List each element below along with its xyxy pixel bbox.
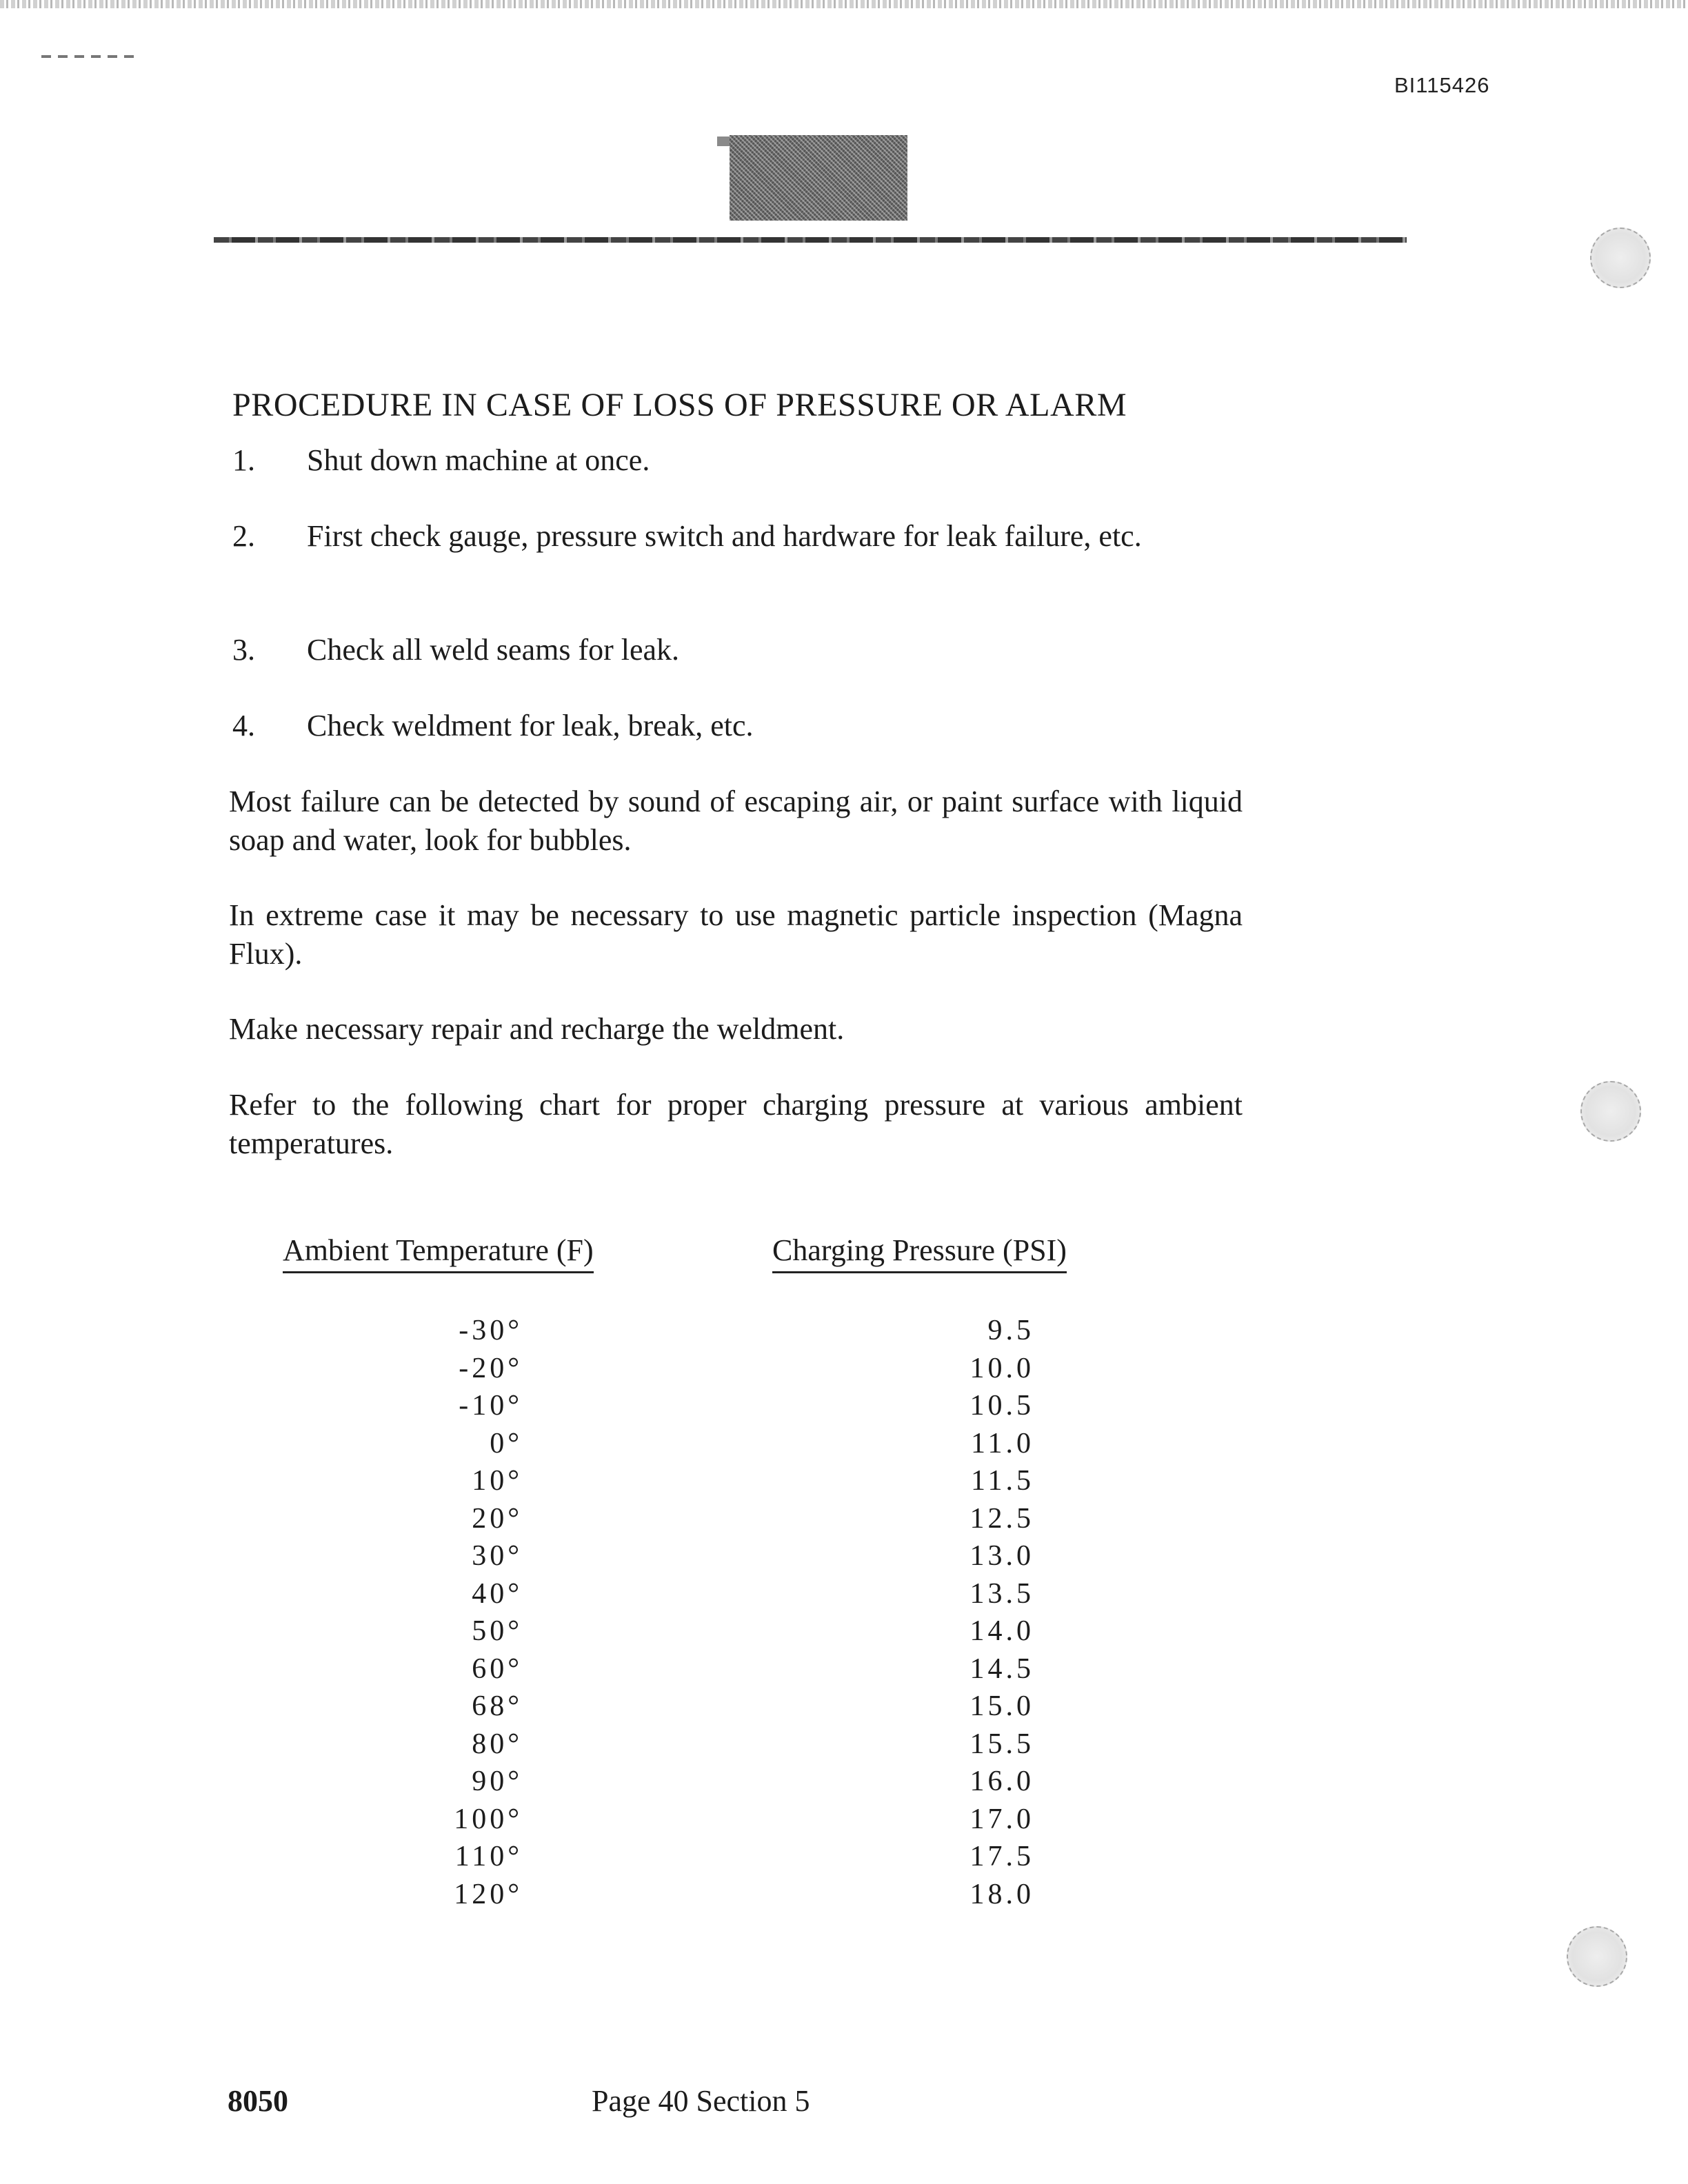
scan-edge-strip (0, 0, 1688, 8)
table-cell-temperature: -10° (459, 1390, 523, 1422)
table-cell-pressure: 11.0 (971, 1428, 1034, 1459)
table-cell-temperature: 20° (472, 1503, 523, 1535)
table-cell-temperature: 110° (454, 1841, 523, 1872)
step-text: Shut down machine at once. (307, 443, 650, 477)
table-cell-pressure: 9.5 (987, 1315, 1034, 1346)
column-header-pressure: Charging Pressure (PSI) (772, 1231, 1067, 1273)
table-cell-pressure: 15.0 (969, 1690, 1034, 1722)
table-cell-pressure: 13.0 (969, 1540, 1034, 1572)
table-cell-temperature: 90° (472, 1766, 523, 1797)
table-cell-temperature: 68° (472, 1690, 523, 1722)
table-cell-pressure: 17.0 (969, 1803, 1034, 1835)
table-cell-temperature: 30° (472, 1540, 523, 1572)
step-number: 2. (232, 519, 255, 553)
table-cell-pressure: 16.0 (969, 1766, 1034, 1797)
paragraph-chart-reference: Refer to the following chart for proper charging pressure at various ambient temperatures. (229, 1088, 1243, 1160)
punch-hole-top (1590, 228, 1651, 288)
table-cell-pressure: 14.0 (969, 1615, 1034, 1647)
table-cell-pressure: 10.0 (969, 1353, 1034, 1384)
table-cell-temperature: 0° (490, 1428, 523, 1459)
table-cell-temperature: 100° (454, 1803, 523, 1835)
table-cell-temperature: 120° (454, 1879, 523, 1910)
step-number: 4. (232, 709, 255, 742)
paragraph-repair: Make necessary repair and recharge the weldment. (229, 1012, 845, 1046)
table-cell-pressure: 17.5 (969, 1841, 1034, 1872)
corner-mark (41, 55, 138, 58)
table-cell-pressure: 13.5 (969, 1578, 1034, 1610)
table-cell-pressure: 14.5 (969, 1653, 1034, 1685)
table-cell-temperature: -20° (459, 1353, 523, 1384)
company-logo (730, 135, 907, 221)
punch-hole-bottom (1567, 1926, 1627, 1987)
footer-model-number: 8050 (228, 2084, 288, 2118)
table-cell-pressure: 10.5 (969, 1390, 1034, 1422)
table-cell-pressure: 15.5 (969, 1728, 1034, 1760)
paragraph-magnaflux: In extreme case it may be necessary to use magnetic particle inspection (Magna Flux). (229, 898, 1243, 971)
table-cell-pressure: 12.5 (969, 1503, 1034, 1535)
header-rule (214, 237, 1407, 243)
paragraph-detection: Most failure can be detected by sound of escaping air, or paint surface with liquid soap and water, look for bubbles. (229, 785, 1243, 857)
step-number: 3. (232, 633, 255, 667)
table-cell-temperature: 10° (472, 1465, 523, 1497)
step-text: First check gauge, pressure switch and hardware for leak failure, etc. (307, 519, 1142, 553)
page-heading: PROCEDURE IN CASE OF LOSS OF PRESSURE OR ALARM (232, 387, 1127, 423)
punch-hole-middle (1580, 1081, 1641, 1142)
step-number: 1. (232, 443, 255, 477)
footer-page-section: Page 40 Section 5 (592, 2084, 810, 2118)
table-cell-temperature: 50° (472, 1615, 523, 1647)
table-cell-temperature: -30° (459, 1315, 523, 1346)
table-cell-pressure: 18.0 (969, 1879, 1034, 1910)
column-header-temperature: Ambient Temperature (F) (283, 1231, 594, 1273)
step-text: Check all weld seams for leak. (307, 633, 680, 667)
document-id: BI115426 (1394, 73, 1490, 97)
table-cell-temperature: 80° (472, 1728, 523, 1760)
step-text: Check weldment for leak, break, etc. (307, 709, 754, 742)
table-cell-temperature: 60° (472, 1653, 523, 1685)
table-cell-pressure: 11.5 (971, 1465, 1034, 1497)
table-cell-temperature: 40° (472, 1578, 523, 1610)
logo-notch (717, 136, 730, 146)
